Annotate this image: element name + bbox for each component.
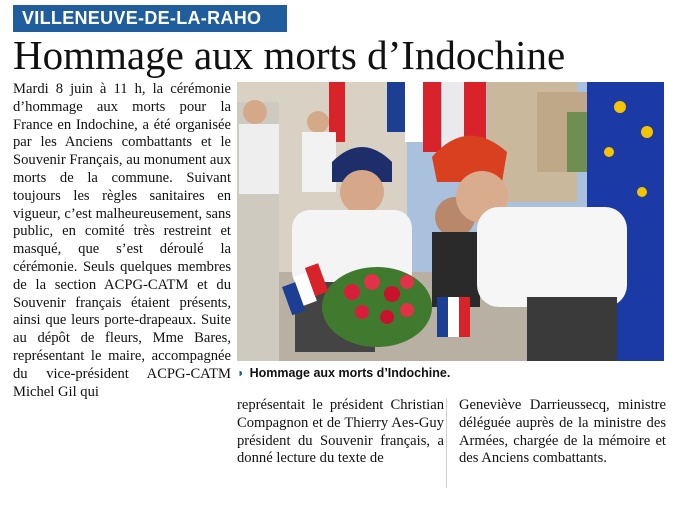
caption-text: Hommage aux morts d’Indochine.	[249, 366, 451, 380]
article-photo	[237, 82, 664, 361]
ceremony-illustration	[237, 82, 664, 361]
paragraph: Mardi 8 juin à 11 h, la cérémonie d’hommage aux morts pour la France en Indochine, a été organisée par les Anciens combattants et le Souvenir Français, au monument aux morts de la commune. Suivant toujours les règles sanitaires en vigueur, c’est malheureusement, sans public, en comité très restreint et masqué, que s’est déroulé la cérémonie. Seuls quelques membres de la section ACPG-CATM et du Souvenir français étaient présents, ainsi que leurs porte-drapeaux. Suite au dépôt de fleurs, Mme Bares, représentant le maire, accompagnée du vice-président ACPG-CATM Michel Gil qui	[13, 81, 231, 400]
caption-marker-icon: ◗	[237, 366, 245, 380]
article-column-3	[459, 397, 666, 468]
paragraph: Geneviève Darrieussecq, ministre déléguée auprès de la ministre des Armées, chargée de la mémoire et des Anciens combattants.	[459, 397, 666, 467]
column-divider	[446, 398, 447, 488]
article-column-1	[13, 81, 231, 401]
photo-caption	[237, 365, 667, 381]
article-column-2	[237, 397, 444, 468]
paragraph: représentait le président Christian Compagnon et de Thierry Aes-Guy président du Souvenir français, a donné lecture du texte de	[237, 397, 444, 467]
section-kicker: VILLENEUVE-DE-LA-RAHO	[13, 5, 287, 32]
headline: Hommage aux morts d’Indochine	[13, 32, 566, 78]
